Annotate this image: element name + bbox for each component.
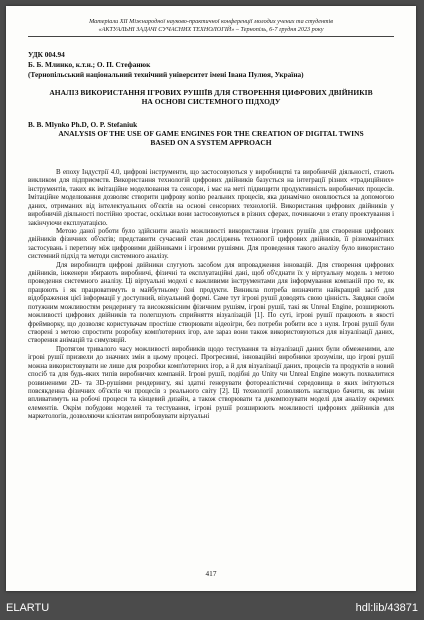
header-rule [28, 36, 394, 37]
document-page [6, 6, 416, 591]
title-ua: АНАЛІЗ ВИКОРИСТАННЯ ІГРОВИХ РУШІЇВ ДЛЯ СТВОРЕННЯ ЦИФРОВИХ ДВІЙНИКІВ НА ОСНОВІ СИСТЕМНОГО ПІДХОДУ [49, 88, 373, 107]
viewer-footer [0, 598, 424, 620]
paragraph: Протягом тривалого часу можливості виробників щодо тестування та візуалізації даних були обмеженими, але ігрові рушії призвели до значних змін в цьому процесі. Прогресивні, інноваційні виробники зрозуміли, що ігрові рушії можна використовувати не лише для розробки комп'ютерних ігор, а й для візуалізації даних, процесів та продуктів в новий спосіб та для будь-яких типів виробничих компаній. Ігрові рушії, подібні до Unity чи Unreal Engine можуть похвалитися розвиненими 2D- та 3D-рушіями рендерингу, які здатні генерувати фотореалістичні середовища в яких імітуються повсякденна фізичних об'єктів чи процесів з реального світу [2]. Ці технології дозволяють наглядно бачити, як зміни впливатимуть на робочі процеси та кінцевий дизайн, а також створювати та декомпозувати моделі для аналізу окремих елементів. Окрім побудови моделей та тестування, ігрові рушії розширюють можливості цифрових двійників для маркетологів, дозволяючи клієнтам випробовувати віртуальні [28, 345, 394, 421]
affiliation: (Тернопільський національний технічний університет імені Івана Пулюя, Україна) [28, 70, 304, 79]
handle-label: hdl:lib/43871 [355, 602, 418, 614]
title-en: ANALYSIS OF THE USE OF GAME ENGINES FOR THE CREATION OF DIGITAL TWINS BASED ON A SYSTEM APPROACH [58, 129, 364, 148]
header-line-1: Матеріали XII Міжнародної науково-практичної конференції молодих учених та студентів [89, 18, 333, 25]
paragraph: Для виробництв цифрові двійники слугують засобом для впровадження інновацій. Для створення цифрових двійників, інженери збирають виробничі, фізичні та експлуатаційні дані, щоб об'єднати їх у віртуальну модель з метою проведення системного аналізу. Ці віртуальні моделі є важливими інструментами для інформування компаній про те, як працюють і як працюватимуть в майбутньому їхні продукти. Виникла потреба визначити найкращий засіб для відображення цієї інформації у доступний, візуальний формі. Саме тут ігрові рушії доводять свою цінність. Завдяки своїм потужним можливостям рендерингу та високоякісним фізичним рушіям, ігрові рушії, такі як Unreal Engine, розширюють можливості цифрових двійників та полегшують сприйняття візуалізацій [1]. По суті, ігрові рушії працюють в якості фреймворку, що дозволяє користувачам простіше створювати відеоігри, без потреби робити все з нуля. Ігрові рушії були створені з метою спростити розробку комп'ютерних ігор, але зараз вони також використовуються для візуалізації даних, створення анімацій та симуляцій. [28, 261, 394, 345]
running-header [28, 18, 394, 33]
header-line-2: «АКТУАЛЬНІ ЗАДАЧІ СУЧАСНИХ ТЕХНОЛОГІЙ» – Тернопіль, 6-7 грудня 2023 року [98, 25, 324, 33]
authors-ua: Б. Б. Млинко, к.т.н.; О. П. Стефанюк [28, 60, 151, 69]
page-number: 417 [205, 569, 217, 578]
repository-label: ELARTU [6, 602, 50, 614]
paragraph: Метою даної роботи було здійснити аналіз можливості використання ігрових рушіїв для створення цифрових двійників фізичних об'єктів; представити сучасний стан досліджень технології цифрових двійників, її різноманітних застосувань і перетину між цифровими двійниками і ігровими рушіями. Для проведення такого аналізу було використано системний підхід та методи системного аналізу. [28, 227, 394, 261]
udc-code: УДК 004.94 [28, 50, 65, 59]
paragraph: В епоху Індустрії 4.0, цифрові інструменти, що застосовуються у виробництві та виробничій діяльності, стають викликом для підприємств. Використання технологій цифрових двійників базується на інтеграції різних «традиційних» інструментів, таких як імітаційне моделювання та сенсори, і має на меті підвищити продуктивність виробничих процесів. Імітаційне моделювання дозволяє створити цифрову копію реальних процесів, яка динамічно оновлюється за допомогою даних, отриманих від інтелектуальних об'єктів на основі сенсорних технологій. Використання цифрових двійників у виробничій діяльності постійно зростає, оскільки вони застосовуються в різних сферах, починаючи з етапу проектування і закінчуючи експлуатацією. [28, 169, 394, 227]
authors-en: B. B. Mlynko Ph.D, O. P. Stefaniuk [28, 120, 138, 129]
body-text [28, 169, 394, 422]
